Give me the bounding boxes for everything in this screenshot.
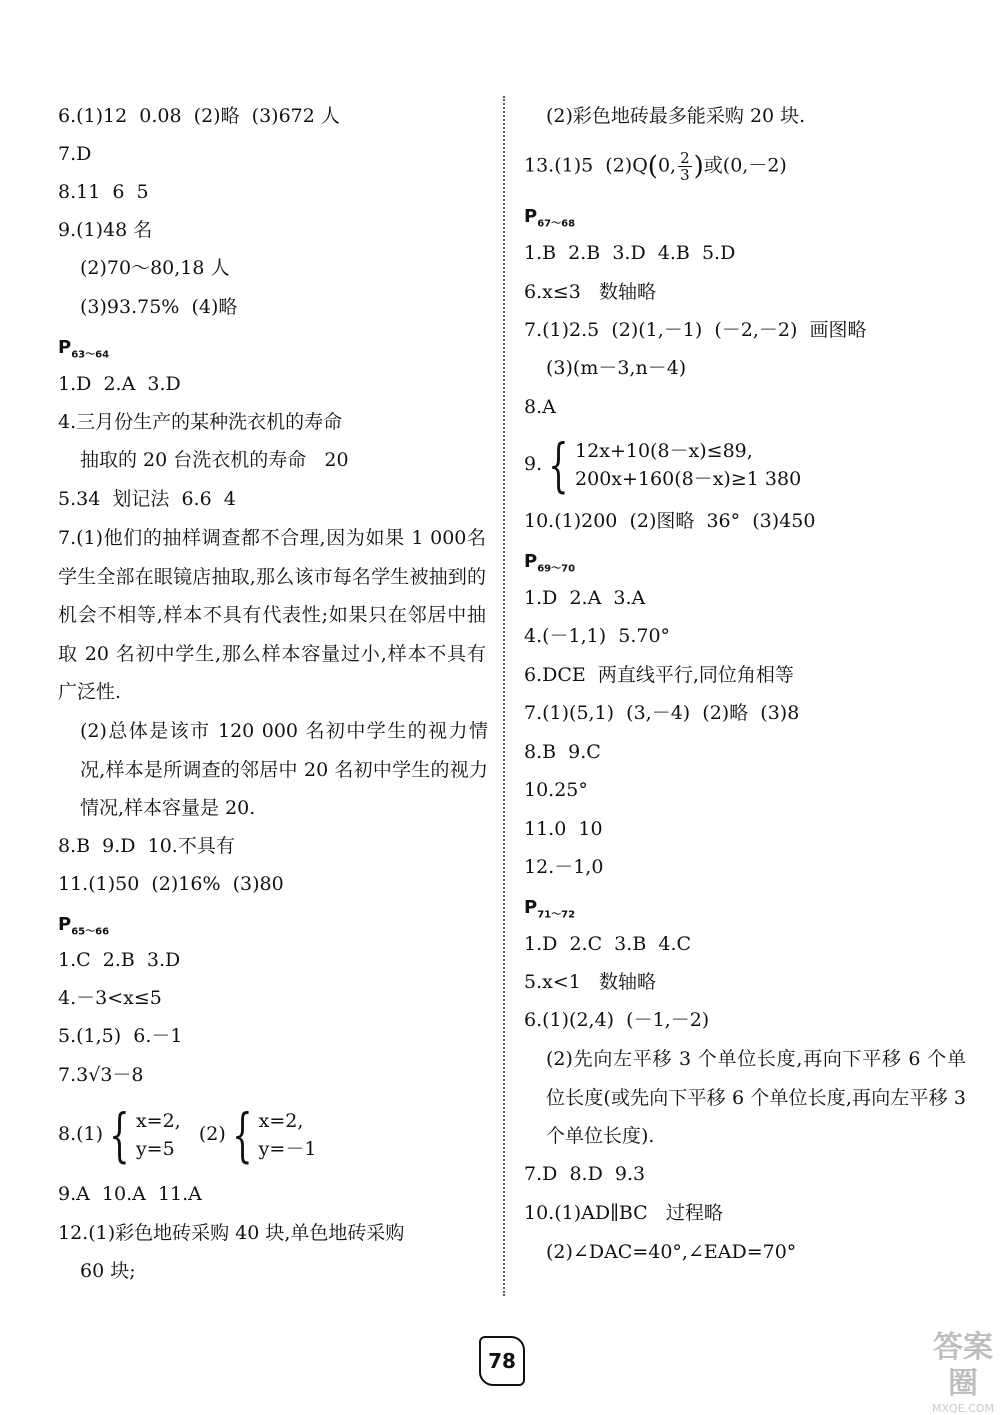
answer-line: 60 块; <box>80 1260 136 1282</box>
answer-line: (3)(m－3,n－4) <box>546 357 687 379</box>
answer-line: 8.B 9.C <box>524 741 601 763</box>
inequality: 12x+10(8－x)≤89, <box>575 440 753 462</box>
answer-line: 7.3√3－8 <box>58 1064 144 1086</box>
sqrt-expression: √3 <box>88 1064 113 1086</box>
answer-line: 5.x<1 数轴略 <box>524 971 656 993</box>
answer-line: (2)70～80,18 人 <box>80 257 230 279</box>
site-watermark <box>930 1330 996 1415</box>
equation: y=－1 <box>258 1138 317 1160</box>
brace-icon: { <box>232 1101 253 1169</box>
answer-line: 1.B 2.B 3.D 4.B 5.D <box>524 242 736 264</box>
section-header: $P_{65\sim 66}$ <box>58 914 110 938</box>
inequality-system <box>575 437 801 493</box>
answer-line: 4.－3<x≤5 <box>58 987 162 1009</box>
section-header: $P_{67\sim 68}$ <box>524 206 576 230</box>
answer-line: 6.DCE 两直线平行,同位角相等 <box>524 664 794 686</box>
page-number: 78 <box>479 1336 525 1386</box>
answer-paragraph: 7.(1)他们的抽样调查都不合理,因为如果 1 000名学生全部在眼镜店抽取,那么该市每名学生被抽到的机会不相等,样本不具有代表性;如果只在邻居中抽取 20 名初中学生,那么样本容量过小,样本不具有广泛性. <box>58 527 486 703</box>
answer-line: 5.34 划记法 6.6 4 <box>58 488 236 510</box>
answer-line-system: 9. { 12x+10(8－x)≤89, 200x+160(8－x)≥1 380 <box>524 431 802 499</box>
answer-line: 10.(1)AD∥BC 过程略 <box>524 1202 723 1224</box>
equation: y=5 <box>135 1138 175 1160</box>
answer-line: 11.0 10 <box>524 818 603 840</box>
equation-system <box>259 1107 317 1163</box>
answer-line: 1.C 2.B 3.D <box>58 949 181 971</box>
answer-line: 6.(1)(2,4) (－1,－2) <box>524 1009 710 1031</box>
column-divider <box>503 96 505 1296</box>
equation: x=2, <box>258 1110 304 1132</box>
equation: x=2, <box>135 1110 181 1132</box>
answer-paragraph: (2)总体是该市 120 000 名初中学生的视力情况,样本是所调查的邻居中 20 名初中学生的视力情况,样本容量是 20. <box>80 720 488 819</box>
watermark-logo: 答案圈 <box>933 1330 993 1401</box>
answer-line: 4.三月份生产的某种洗衣机的寿命 <box>58 411 343 433</box>
answer-line: 4.(－1,1) 5.70° <box>524 625 671 647</box>
watermark-url: MXQE.COM <box>932 1402 994 1415</box>
answer-line: 5.(1,5) 6.－1 <box>58 1025 183 1047</box>
answer-line: 1.D 2.C 3.B 4.C <box>524 933 692 955</box>
answer-line: 8.A <box>524 396 556 418</box>
answer-line: 10.25° <box>524 779 588 801</box>
answer-line: 1.D 2.A 3.D <box>58 373 181 395</box>
answer-line: 10.(1)200 (2)图略 36° (3)450 <box>524 510 816 532</box>
answer-line: 抽取的 20 台洗衣机的寿命 20 <box>80 449 349 471</box>
answer-paragraph: (2)先向左平移 3 个单位长度,再向下平移 6 个单位长度(或先向下平移 6 个单位长度,再向左平移 3 个单位长度). <box>546 1048 966 1147</box>
section-header: $P_{63\sim 64}$ <box>58 337 110 361</box>
answer-line: (2)∠DAC=40°,∠EAD=70° <box>546 1241 797 1263</box>
answer-line: 7.D <box>58 143 92 165</box>
answer-line: 7.(1)(5,1) (3,－4) (2)略 (3)8 <box>524 702 800 724</box>
answer-line: 6.(1)12 0.08 (2)略 (3)672 人 <box>58 105 340 127</box>
answer-line: 8.11 6 5 <box>58 181 149 203</box>
section-header: $P_{71\sim 72}$ <box>524 897 576 921</box>
answer-line: 11.(1)50 (2)16% (3)80 <box>58 873 284 895</box>
answer-line: 9.(1)48 名 <box>58 219 153 241</box>
answer-line: 12.－1,0 <box>524 856 604 878</box>
brace-icon: { <box>548 431 569 499</box>
brace-icon: { <box>109 1101 130 1169</box>
inequality: 200x+160(8－x)≥1 380 <box>575 468 802 490</box>
section-header: $P_{69\sim 70}$ <box>524 551 576 575</box>
answer-line: 7.(1)2.5 (2)(1,－1) (－2,－2) 画图略 <box>524 319 867 341</box>
answer-line: 7.D 8.D 9.3 <box>524 1163 646 1185</box>
faint-watermark-stamp <box>230 1030 255 1081</box>
answer-line: (3)93.75% (4)略 <box>80 296 238 318</box>
answer-line: 12.(1)彩色地砖采购 40 块,单色地砖采购 <box>58 1222 405 1244</box>
answer-line-system: 8.(1) { x=2, y=5 (2) { x=2, y=－1 <box>58 1101 317 1169</box>
fraction: $\frac{2}{3}$ <box>680 149 690 184</box>
answer-line: 6.x≤3 数轴略 <box>524 281 656 303</box>
answer-line: 9.A 10.A 11.A <box>58 1183 202 1205</box>
equation-system <box>136 1107 181 1163</box>
answer-line: 8.B 9.D 10.不具有 <box>58 835 235 857</box>
answer-line: 13.(1)5 (2)Q(0, $\frac{2}{3}$ )或(0,－2) <box>524 149 787 184</box>
answer-line: 1.D 2.A 3.A <box>524 587 646 609</box>
answer-line: (2)彩色地砖最多能采购 20 块. <box>546 105 806 127</box>
